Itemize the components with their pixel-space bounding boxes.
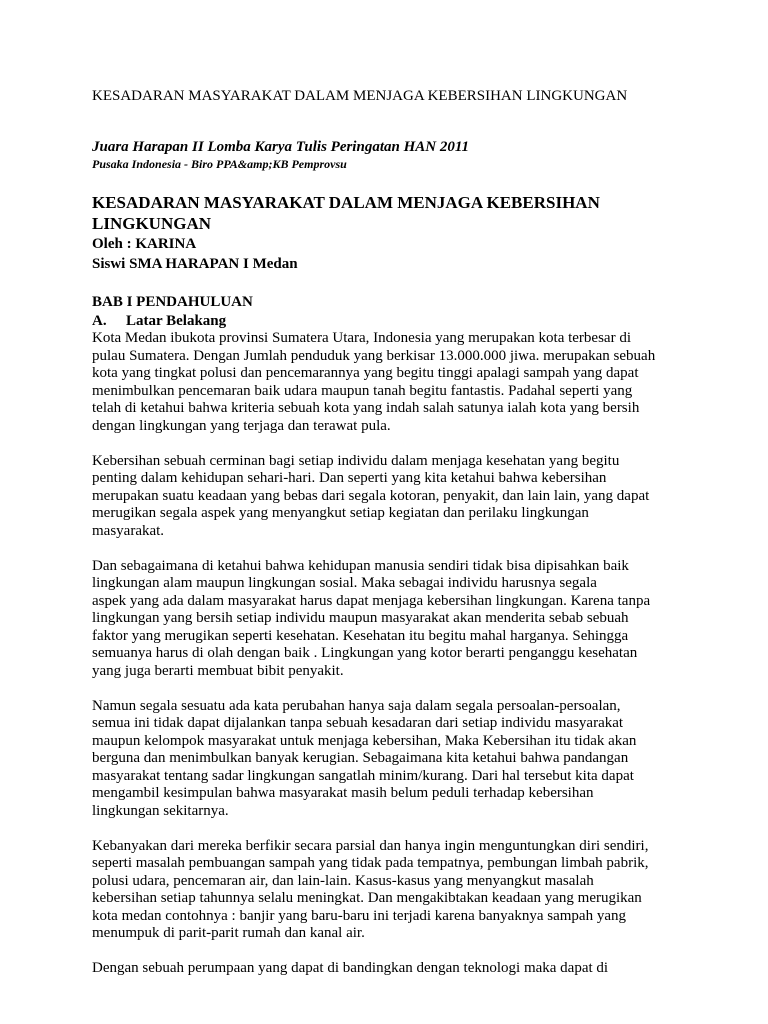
paragraph-line: polusi udara, pencemaran air, dan lain-lain. Kasus-kasus yang menyangkut masalah [92, 872, 594, 889]
paragraph-line: kebersihan setiap tahunnya selalu meningkat. Dan mengakibtakan keadaan yang merugikan [92, 890, 642, 906]
paragraph-line: menumpuk di parit-parit rumah dan kanal air. [92, 925, 365, 941]
paragraph-line: mengambil kesimpulan bahwa masyarakat masih belum peduli terhadap kebersihan [92, 785, 594, 801]
chapter-heading: BAB I PENDAHULUAN [92, 294, 253, 310]
section-heading [92, 312, 692, 330]
section-number: A. [92, 313, 107, 329]
paragraph-line: lingkungan alam maupun lingkungan sosial. Maka sebagai individu harusnya segala [92, 575, 597, 591]
paragraph [92, 330, 692, 435]
document-title: KESADARAN MASYARAKAT DALAM MENJAGA KEBERSIHAN LINGKUNGAN [92, 88, 628, 104]
paragraph [92, 960, 692, 978]
source-line: Pusaka Indonesia - Biro PPA&amp;KB Pemprovsu [92, 157, 347, 171]
paragraph-line: pulau Sumatera. Dengan Jumlah penduduk yang berkisar 13.000.000 jiwa. merupakan sebuah [92, 347, 656, 364]
paragraph-line: seperti masalah pembuangan sampah yang tidak pada tempatnya, pembungan limbah pabrik, [92, 855, 649, 871]
paragraph-line: merupakan suatu keadaan yang bebas dari segala kotoran, penyakit, dan lain lain, yang dapat [92, 487, 650, 504]
paragraph-line: Kebanyakan dari mereka berfikir secara parsial dan hanya ingin menguntungkan diri sendiri, [92, 837, 649, 854]
paragraph-line: kota medan contohnya : banjir yang baru-baru ini terjadi karena banyaknya sampah yang [92, 907, 626, 924]
paragraph-line: lingkungan yang bersih setiap individu maupun masyarakat akan menderita sebab sebuah [92, 610, 629, 626]
author-name: Oleh : KARINA [92, 236, 197, 252]
paragraph-line: Dan sebagaimana di ketahui bahwa kehidupan manusia sendiri tidak bisa dipisahkan baik [92, 557, 629, 574]
publication-info [92, 138, 692, 172]
paragraph-line: menimbulkan pencemaran baik udara maupun tanah begitu fantastis. Padahal seperti yang [92, 382, 633, 399]
paragraph-line: Kota Medan ibukota provinsi Sumatera Utara, Indonesia yang merupakan kota terbesar di [92, 330, 631, 346]
paragraph-line: yang juga berarti membuat bibit penyakit. [92, 662, 344, 679]
paragraph-line: telah di ketahui bahwa kriteria sebuah kota yang indah salah satunya ialah kota yang bersih [92, 400, 640, 416]
paragraph-line: masyarakat tentang sadar lingkungan sangatlah minim/kurang. Dari hal tersebut kita dapat [92, 767, 634, 784]
paragraph-line: lingkungan sekitarnya. [92, 802, 229, 819]
paragraph-line: maupun kelompok masyarakat untuk menjaga kebersihan, Maka Kebersihan itu tidak akan [92, 732, 637, 749]
paragraph [92, 558, 692, 681]
paragraph-line: faktor yang merugikan seperti kesehatan. Kesehatan itu begitu mahal harganya. Sehingga [92, 627, 629, 644]
paragraph-line: semua ini tidak dapat dijalankan tanpa sebuah kesadaran dari setiap individu masyarakat [92, 715, 624, 731]
body-text [92, 330, 692, 978]
article-heading-line-1: KESADARAN MASYARAKAT DALAM MENJAGA KEBERSIHAN [92, 193, 600, 212]
paragraph-line: semuanya harus di olah dengan baik . Lingkungan yang kotor berarti penganggu kesehatan [92, 645, 638, 661]
paragraph-line: berguna dan menimbulkan banyak kerugian. Sebagaimana kita ketahui bahwa pandangan [92, 750, 629, 766]
document-page [92, 86, 692, 978]
paragraph-line: Kebersihan sebuah cerminan bagi setiap individu dalam menjaga kesehatan yang begitu [92, 452, 620, 469]
article-header [92, 192, 692, 274]
paragraph [92, 453, 692, 541]
paragraph-line: masyarakat. [92, 522, 165, 539]
contest-award-line: Juara Harapan II Lomba Karya Tulis Peringatan HAN 2011 [92, 139, 470, 155]
author-school: Siswi SMA HARAPAN I Medan [92, 256, 298, 272]
paragraph-line: Dengan sebuah perumpaan yang dapat di bandingkan dengan teknologi maka dapat di [92, 960, 609, 976]
paragraph-line: aspek yang ada dalam masyarakat harus dapat menjaga kebersihan lingkungan. Karena tanpa [92, 592, 651, 609]
paragraph-line: kota yang tingkat polusi dan pencemarannya yang begitu tinggi apalagi sampah yang dapat [92, 365, 639, 381]
paragraph [92, 838, 692, 943]
article-heading [92, 192, 652, 234]
article-heading-line-2: LINGKUNGAN [92, 214, 212, 233]
paragraph-line: merugikan segala aspek yang menyangkut setiap kegiatan dan perilaku lingkungan [92, 505, 589, 521]
paragraph-line: Namun segala sesuatu ada kata perubahan hanya saja dalam segala persoalan-persoalan, [92, 697, 621, 714]
paragraph [92, 698, 692, 821]
section-title: Latar Belakang [126, 313, 227, 329]
paragraph-line: dengan lingkungan yang terjaga dan terawat pula. [92, 417, 391, 434]
paragraph-line: penting dalam kehidupan sehari-hari. Dan seperti yang kita ketahui bahwa kebersihan [92, 470, 607, 486]
